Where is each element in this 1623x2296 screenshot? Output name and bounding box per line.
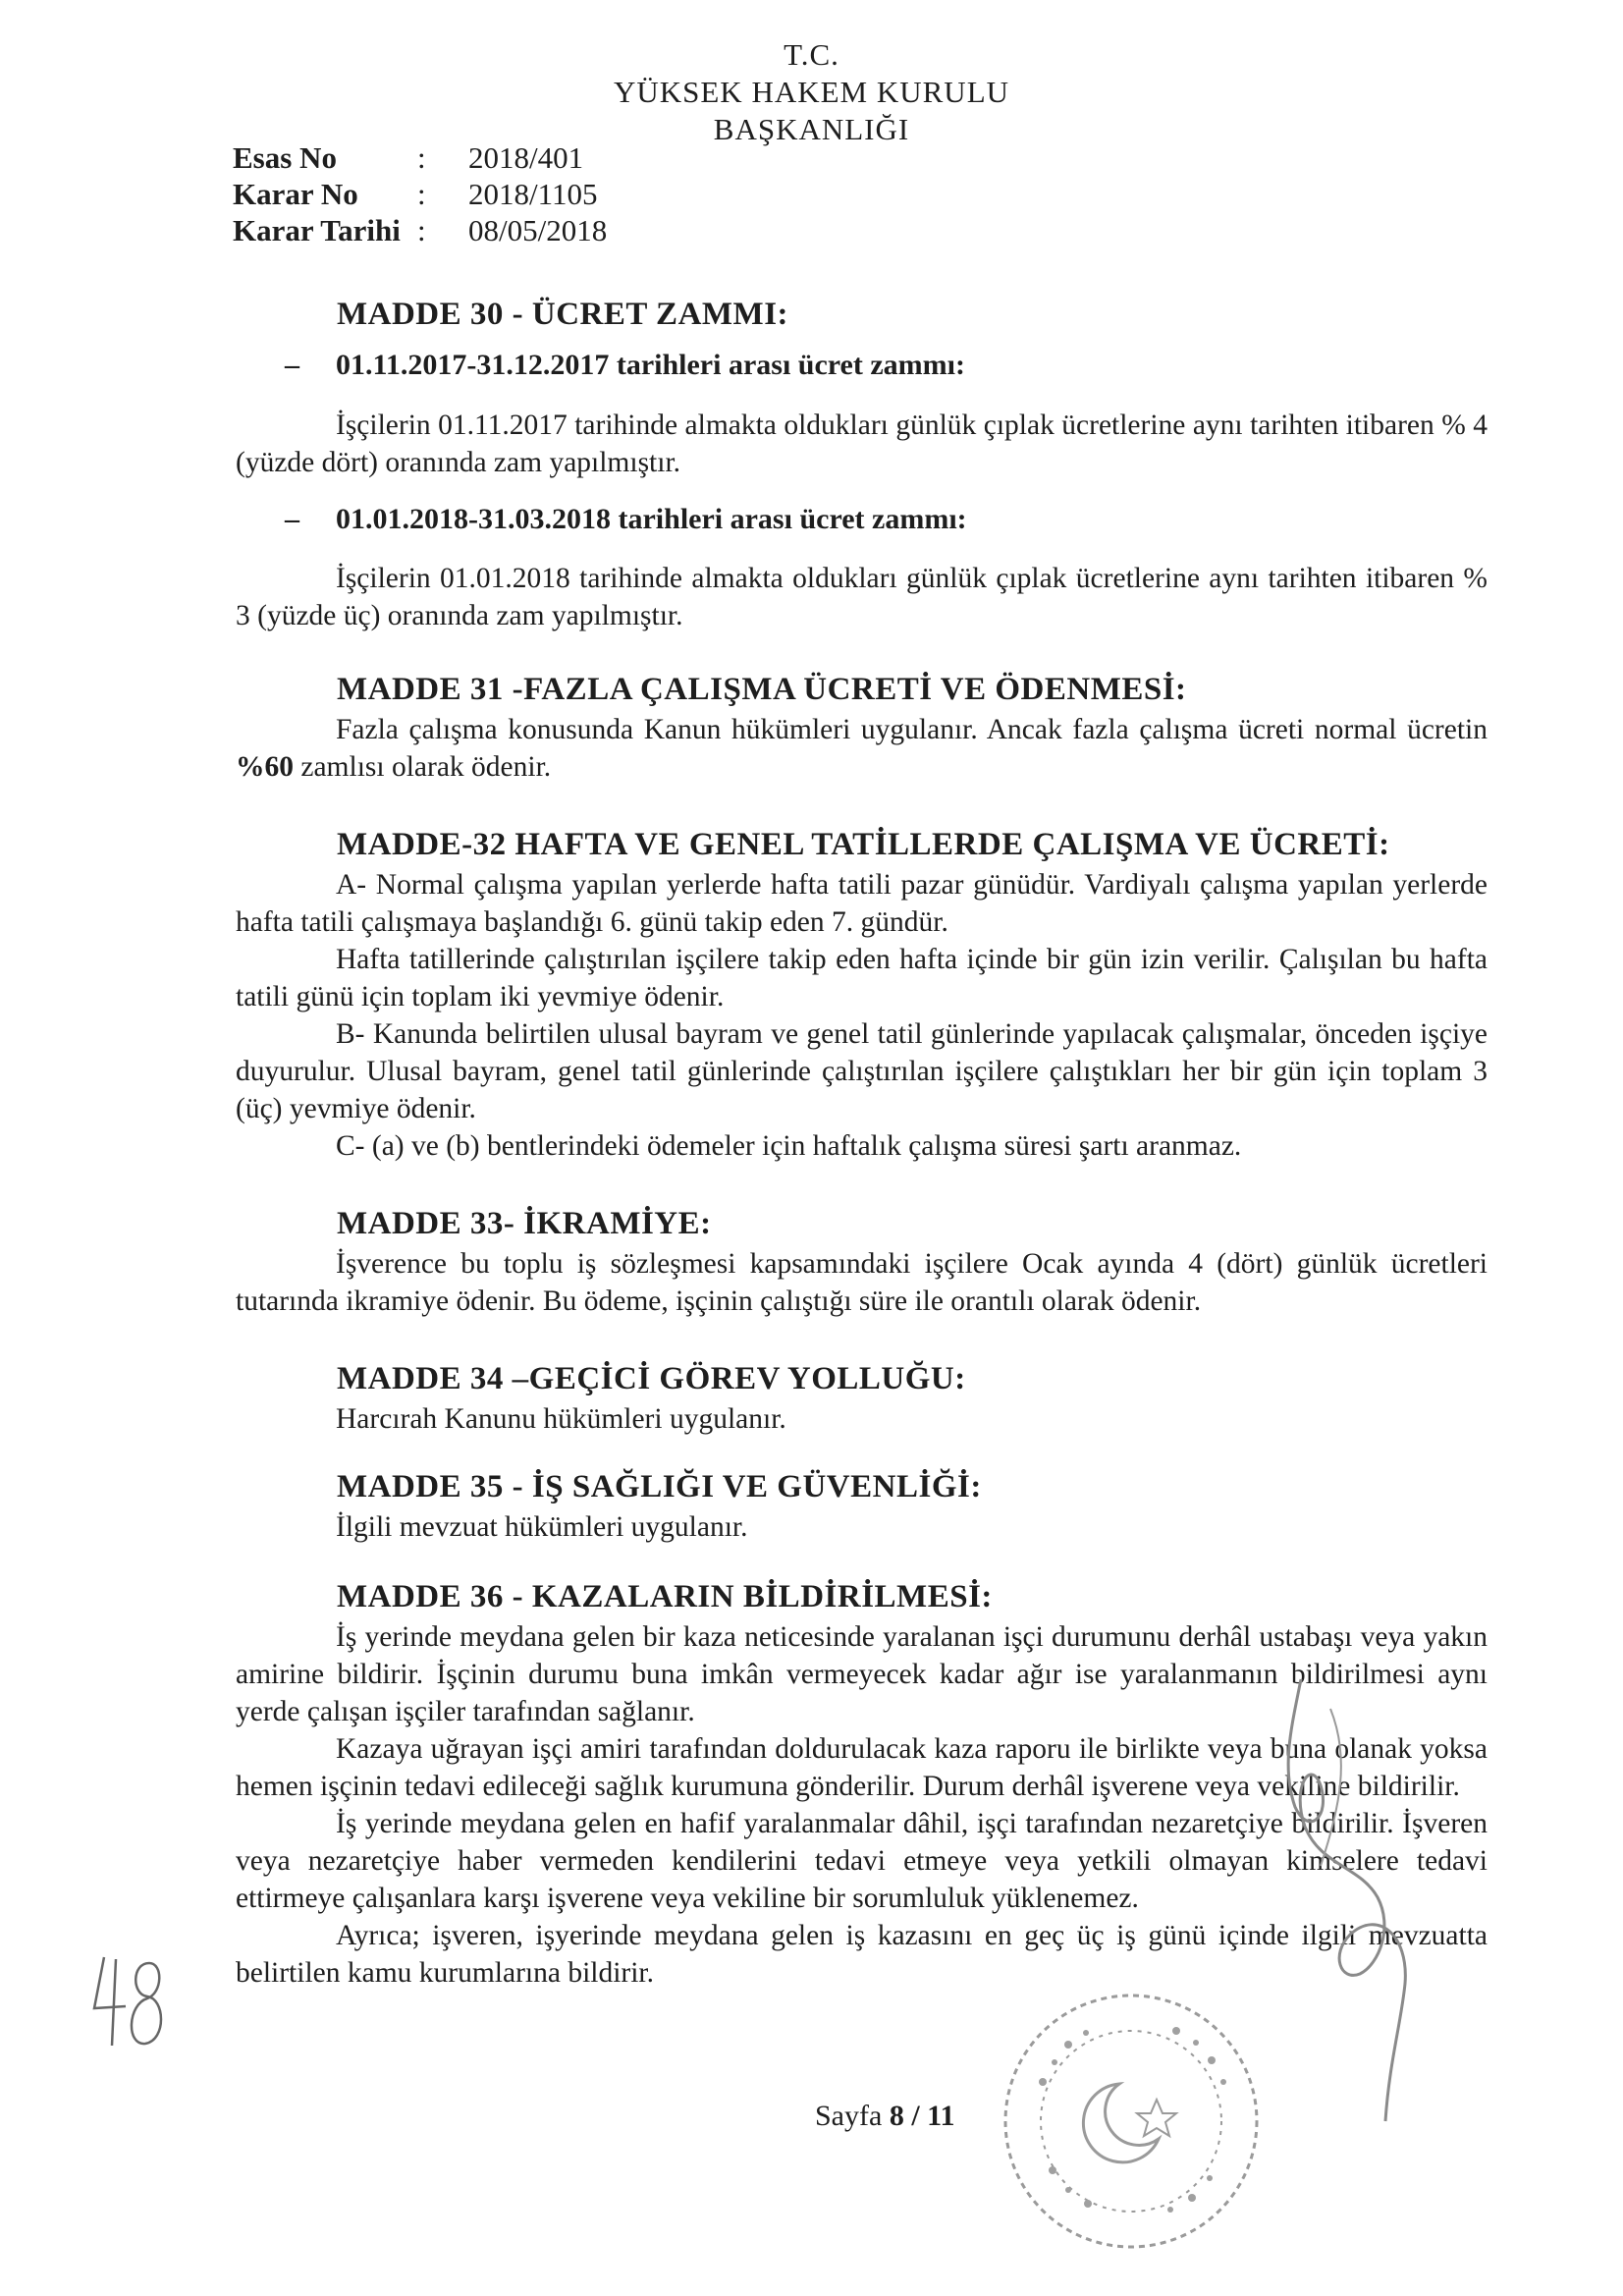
madde-34-title: MADDE 34 –GEÇİCİ GÖREV YOLLUĞU: (337, 1361, 966, 1396)
official-stamp (984, 1974, 1278, 2273)
handwritten-page-note (86, 1949, 175, 2062)
madde-30-sub1-heading (285, 349, 965, 382)
dash-marker: – (285, 349, 299, 381)
meta-label: Karar Tarihi (233, 213, 401, 247)
header-country: T.C. (784, 37, 839, 72)
signature (1262, 1669, 1419, 2136)
madde-32-p4: C- (a) ve (b) bentlerindeki ödemeler için haftalık çalışma süresi şartı aranmaz. (336, 1130, 1242, 1162)
madde-31-text (236, 711, 1488, 786)
madde-36-p4: Ayrıca; işveren, işyerinde meydana gelen iş kazasını en geç üç iş günü içinde ilgili mevzuatta belirtilen kamu kurumlarına bildirir. (236, 1920, 1488, 1989)
page-number: 8 / 11 (889, 2100, 955, 2132)
madde-33-text: İşverence bu toplu iş sözleşmesi kapsamındaki işçilere Ocak ayında 4 (dört) günlük ücretleri tutarında ikramiye ödenir. Bu ödeme, işçinin çalıştığı süre ile orantılı olarak ödenir. (236, 1248, 1488, 1317)
meta-label: Karar No (233, 177, 358, 211)
meta-value: 08/05/2018 (468, 213, 608, 247)
madde-33-title: MADDE 33- İKRAMİYE: (337, 1206, 712, 1241)
meta-row-esas (233, 139, 607, 176)
meta-row-tarih (233, 212, 607, 248)
madde-35-title: MADDE 35 - İŞ SAĞLIĞI VE GÜVENLİĞİ: (337, 1469, 982, 1504)
madde-30-sub2-title: 01.01.2018-31.03.2018 tarihleri arası ücret zammı: (336, 503, 967, 535)
handwritten-48-icon (86, 1949, 175, 2057)
madde-32-p1: A- Normal çalışma yapılan yerlerde hafta tatili pazar günüdür. Vardiyalı çalışma yapılan yerlerde hafta tatili çalışmaya başlandığı 6. günü takip eden 7. gündür. (236, 869, 1488, 938)
madde-30-title: MADDE 30 - ÜCRET ZAMMI: (337, 297, 789, 332)
madde-31-percent: %60 (236, 751, 294, 783)
meta-colon: : (417, 213, 426, 247)
madde-34-text: Harcırah Kanunu hükümleri uygulanır. (336, 1403, 786, 1435)
page-label: Sayfa (815, 2100, 890, 2132)
meta-colon: : (417, 177, 426, 211)
header-org-line2: BAŞKANLIĞI (713, 112, 910, 146)
madde-36-p1: İş yerinde meydana gelen bir kaza neticesinde yaralanan işçi durumunu derhâl ustabaşı veya yakın amirine bildirir. İşçinin durumu buna imkân vermeyecek kadar ağır ise yaralanmanın bildirilmesi aynı yerde çalışan işçiler tarafından sağlanır. (236, 1621, 1488, 1727)
header-org-line1: YÜKSEK HAKEM KURULU (613, 75, 1010, 109)
meta-row-karar (233, 176, 607, 212)
madde-36-p3: İş yerinde meydana gelen en hafif yaralanmalar dâhil, işçi tarafından nezaretçiye bildirilir. İşveren veya nezaretçiye haber vermeden kendilerini tedavi etmeye veya yetkili olmayan kimselere tedavi ettirmeye çalışanlara karşı işverene veya vekiline bir sorumluluk yüklenemez. (236, 1808, 1488, 1914)
meta-label: Esas No (233, 140, 337, 175)
meta-value: 2018/401 (468, 140, 584, 175)
madde-32-p2: Hafta tatillerinde çalıştırılan işçilere takip eden hafta içinde bir gün izin verilir. Çalışılan bu hafta tatili günü için toplam iki yevmiye ödenir. (236, 944, 1488, 1012)
case-meta (233, 139, 607, 248)
madde-32-title: MADDE-32 HAFTA VE GENEL TATİLLERDE ÇALIŞMA VE ÜCRETİ: (337, 827, 1390, 862)
madde-31-title: MADDE 31 -FAZLA ÇALIŞMA ÜCRETİ VE ÖDENMESİ: (337, 672, 1187, 707)
madde-30-sub2-heading (285, 503, 967, 536)
dash-marker: – (285, 503, 299, 535)
madde-36-title: MADDE 36 - KAZALARIN BİLDİRİLMESİ: (337, 1579, 993, 1614)
madde-32-body (236, 866, 1488, 1165)
madde-30-sub2-text: İşçilerin 01.01.2018 tarihinde almakta oldukları günlük çıplak ücretlerine aynı tarihten itibaren % 3 (yüzde üç) oranında zam yapılmıştır. (236, 563, 1488, 631)
madde-36-p2: Kazaya uğrayan işçi amiri tarafından doldurulacak kaza raporu ile birlikte veya buna olanak yoksa hemen işçinin tedavi edileceği sağlık kurumuna gönderilir. Durum derhâl işverene veya vekiline bildirilir. (236, 1733, 1488, 1802)
seal-stamp-icon (984, 1974, 1278, 2269)
madde-35-text: İlgili mevzuat hükümleri uygulanır. (336, 1511, 748, 1543)
meta-value: 2018/1105 (468, 177, 598, 211)
madde-32-p3: B- Kanunda belirtilen ulusal bayram ve genel tatil günlerinde yapılacak çalışmalar, önceden işçiye duyurulur. Ulusal bayram, genel tatil günlerinde çalıştırılan işçilere çalıştıkları her bir gün için toplam 3 (üç) yevmiye ödenir. (236, 1018, 1488, 1124)
madde-31-text-b: zamlısı olarak ödenir. (294, 751, 552, 783)
page-footer (815, 2100, 955, 2133)
signature-scribble-icon (1262, 1669, 1419, 2131)
madde-31-text-a: Fazla çalışma konusunda Kanun hükümleri uygulanır. Ancak fazla çalışma ücreti normal ücretin (336, 714, 1488, 745)
madde-30-sub1-title: 01.11.2017-31.12.2017 tarihleri arası ücret zammı: (336, 349, 965, 381)
meta-colon: : (417, 140, 426, 175)
madde-30-sub1-text: İşçilerin 01.11.2017 tarihinde almakta oldukları günlük çıplak ücretlerine aynı tarihten itibaren % 4 (yüzde dört) oranında zam yapılmıştır. (236, 410, 1488, 478)
